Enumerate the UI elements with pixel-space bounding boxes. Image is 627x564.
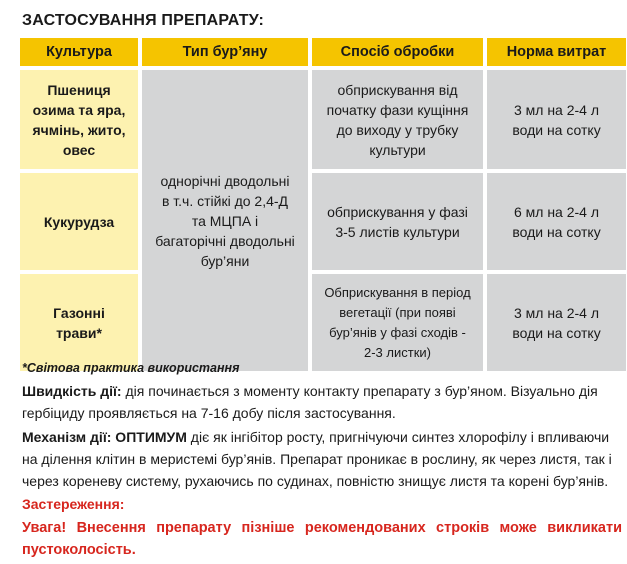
- warning-heading: Застереження:: [22, 496, 125, 512]
- page-title: ЗАСТОСУВАННЯ ПРЕПАРАТУ:: [22, 12, 264, 29]
- header-method: Спосіб обробки: [312, 38, 483, 66]
- method-cell-lawn: [312, 274, 483, 371]
- speed-paragraph: [22, 380, 622, 424]
- crop-cell-wheat: [20, 70, 138, 169]
- rate-cell-wheat: [487, 70, 626, 169]
- method-text: Обприскування в період вегетації (при появі бур’янів у фазі сходів - 2-3 листки): [324, 284, 471, 360]
- crop-cell-lawn: [20, 274, 138, 371]
- header-rate: Норма витрат: [487, 38, 626, 66]
- method-text: обприскування у фазі 3-5 листів культури: [327, 203, 468, 240]
- method-cell-corn: [312, 173, 483, 270]
- weed-type-cell: [142, 70, 308, 371]
- method-cell-wheat: [312, 70, 483, 169]
- method-text: обприскування від початку фази кущіння до виходу у трубку культури: [326, 81, 469, 158]
- product-name: ОПТИМУМ: [111, 429, 187, 445]
- footnote: *Світова практика використання: [22, 361, 240, 375]
- application-table: [20, 38, 626, 371]
- mechanism-paragraph: [22, 426, 622, 492]
- rate-cell-lawn: [487, 274, 626, 371]
- header-crop: Культура: [20, 38, 138, 66]
- rate-text: 3 мл на 2-4 л води на сотку: [512, 101, 601, 138]
- rate-text: 6 мл на 2-4 л води на сотку: [512, 203, 601, 240]
- warning-text: Увага! Внесення препарату пізніше рекомендованих строків може викликати пустоколосість.: [22, 520, 622, 558]
- mechanism-text: діє як інгібітор росту, пригнічуючи синтез хлорофілу і впливаючи на ділення клітин в меристемі бур’янів. Препарат проникає в рослину, як через листя, так і через кореневу систему, рухаючись по судинах, повністю знищує листя та корені бур’янів.: [22, 429, 612, 489]
- crop-text: Газонні трави*: [53, 304, 105, 341]
- rate-cell-corn: [487, 173, 626, 270]
- crop-cell-corn: Кукурудза: [20, 173, 138, 270]
- speed-label: Швидкість дії:: [22, 383, 122, 399]
- header-weed-type: Тип бур’яну: [142, 38, 308, 66]
- mechanism-label: Механізм дії:: [22, 429, 112, 445]
- rate-text: 3 мл на 2-4 л води на сотку: [512, 304, 601, 341]
- weed-type-text: однорічні дводольні в т.ч. стійкі до 2,4-Д та МЦПА і багаторічні дводольні бур’яни: [155, 172, 295, 269]
- crop-text: Пшениця озима та яра, ячмінь, жито, овес: [32, 81, 126, 158]
- speed-text: дія починається з моменту контакту препарату з бур’яном. Візуально дія гербіциду проявляється на 7-16 добу після застосування.: [22, 383, 598, 421]
